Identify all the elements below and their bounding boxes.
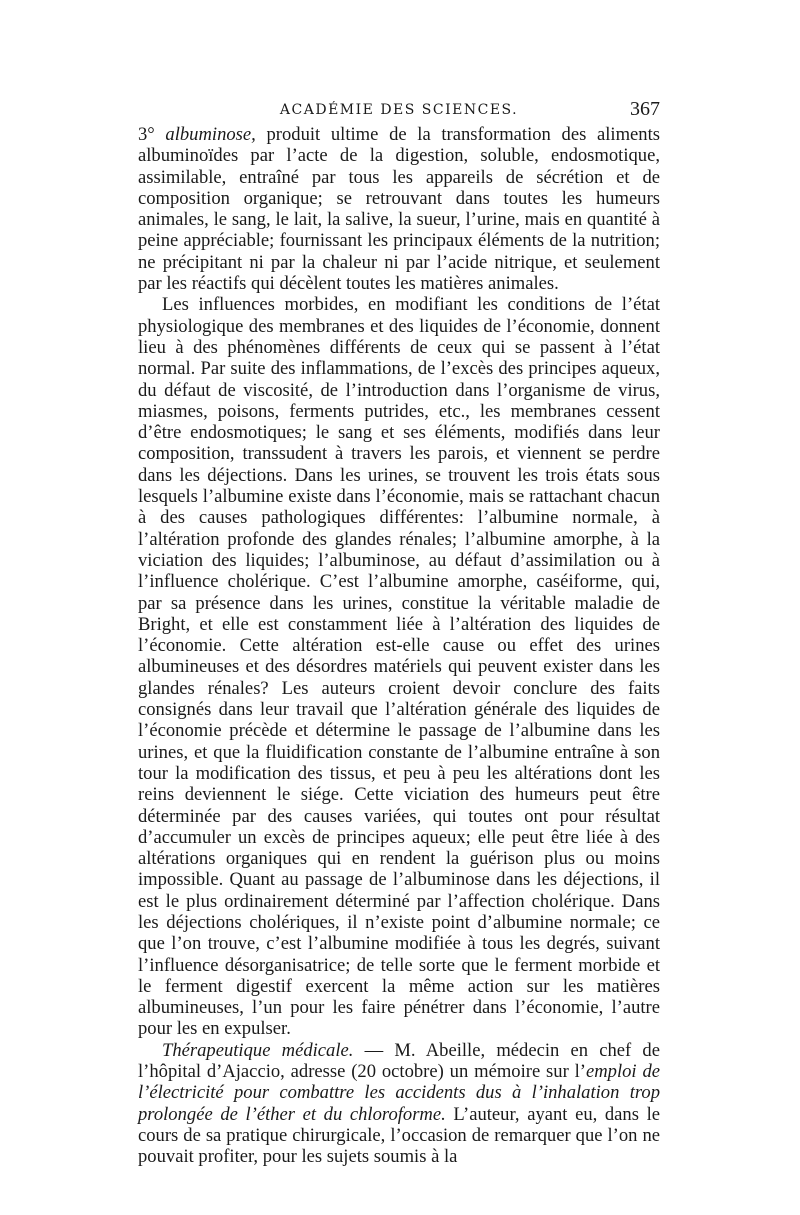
page-number: 367 <box>630 98 660 120</box>
body-text <box>138 124 660 1168</box>
paragraph-therapeutique <box>138 1040 660 1168</box>
paragraph-albuminose <box>138 124 660 294</box>
list-number: 3° <box>138 124 166 145</box>
section-heading: Thérapeutique médicale. <box>162 1039 354 1061</box>
memoir-title: emploi de l’électricité pour combattre les accidents dus à l’inhalation trop prolongée de l’éther et du chloroforme. <box>138 1061 660 1125</box>
paragraph-text: produit ultime de la transformation des aliments albuminoïdes par l’acte de la digestion, soluble, endosmotique, assimilable, entraîné par tous les appareils de sécrétion et de composition organique; se retrouvant dans toutes les humeurs animales, le sang, le lait, la salive, la sueur, l’urine, mais en quantité à peine appréciable; fournissant les principaux éléments de la nutrition; ne précipitant ni par la chaleur ni par l’acide nitrique, et seulement par les réactifs qui décèlent toutes les matières animales. <box>138 124 660 295</box>
paragraph-influences-morbides <box>138 294 660 1039</box>
paragraph-text: — M. Abeille, médecin en chef de l’hôpital d’Ajaccio, adresse (20 octobre) un mémoire sur l’ <box>138 1039 660 1083</box>
term-albuminose: albuminose, <box>165 124 256 145</box>
paragraph-text: L’auteur, ayant eu, dans le cours de sa pratique chirurgicale, l’occasion de remarquer que l’on ne pouvait profiter, pour les sujets soumis à la <box>138 1103 660 1168</box>
paragraph-text: Les influences morbides, en modifiant les conditions de l’état physiologique des membranes et des liquides de l’économie, donnent lieu à des phénomènes différents de ceux qui se passent à l’état normal. Par suite des inflammations, de l’excès des principes aqueux, du défaut de viscosité, de l’introduction dans l’organisme de virus, miasmes, poisons, ferments putrides, etc., les membranes cessent d’être endosmotiques; le sang et ses éléments, modifiés dans leur composition, transsudent à travers les parois, et viennent se perdre dans les déjections. Dans les urines, se trouvent les trois états sous lesquels l’albumine existe dans l’économie, mais se rattachant chacun à des causes pathologiques différentes: l’albumine normale, à l’altération profonde des glandes rénales; l’albumine amorphe, à la viciation des liquides; l’albuminose, au défaut d’assimilation ou à l’influence cholérique. C’est l’albumine amorphe, caséiforme, qui, par sa présence dans les urines, constitue la véritable maladie de Bright, et elle est constamment liée à l’altération des liquides de l’économie. Cette altération est-elle cause ou effet des urines albumineuses et des désordres matériels qui peuvent exister dans les glandes rénales? Les auteurs croient devoir conclure des faits consignés dans leur travail que l’altération générale des liquides de l’économie précède et détermine le passage de l’albumine dans les urines, et que la fluidification constante de l’albumine entraîne à son tour la modification des tissus, et peu à peu les altérations dont les reins deviennent le siége. Cette viciation des humeurs peut être déterminée par des causes variées, qui toutes ont pour résultat d’accumuler un excès de principes aqueux; elle peut être liée à des altérations organiques qui en rendent la guérison plus ou moins impossible. Quant au passage de l’albuminose dans les déjections, il est le plus ordinairement déterminé par l’affection cholérique. Dans les déjections cholériques, il n’existe point d’albumine normale; ce que l’on trouve, c’est l’albumine modifiée à tous les degrés, suivant l’influence désorganisatrice; de telle sorte que le ferment morbide et le ferment digestif exercent la même action sur les matières albumineuses, l’un pour les faire pénétrer dans l’économie, l’autre pour les en expulser. <box>138 294 660 1040</box>
running-head: ACADÉMIE DES SCIENCES. <box>279 102 519 118</box>
page-header <box>138 98 660 122</box>
